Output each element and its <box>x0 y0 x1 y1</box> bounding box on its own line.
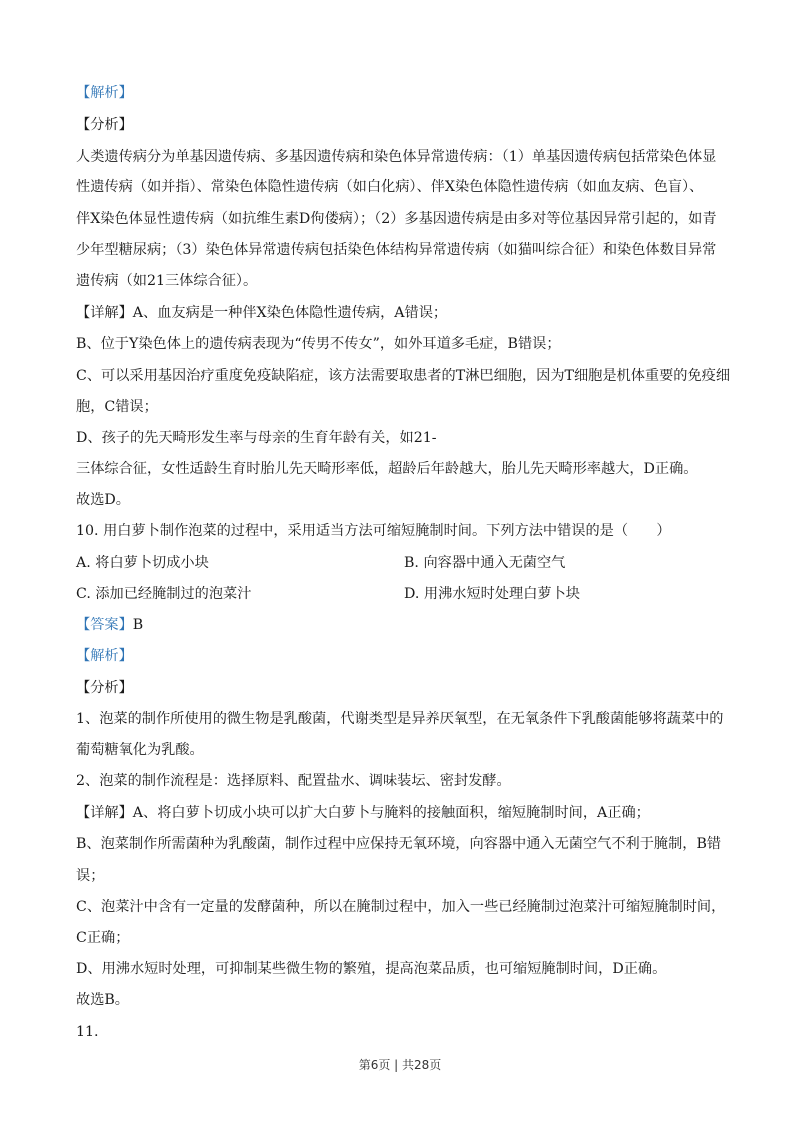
detail-line: D、孩子的先天畸形发生率与母亲的生育年龄有关，如21- <box>76 430 437 446</box>
analysis-line: 1、泡菜的制作所使用的微生物是乳酸菌，代谢类型是异养厌氧型，在无氧条件下乳酸菌能够将蔬菜中的 <box>76 711 724 727</box>
detail-line: 三体综合征，女性适龄生育时胎儿先天畸形率低，超龄后年龄越大，胎儿先天畸形率越大，D正确。 <box>76 461 698 477</box>
section-label-jiexi: 【解析】 <box>76 85 133 101</box>
detail-line: B、位于Y染色体上的遗传病表现为“传男不传女”，如外耳道多毛症，B错误； <box>76 336 561 352</box>
detail-line: B、泡菜制作所需菌种为乳酸菌，制作过程中应保持无氧环境，向容器中通入无菌空气不利于腌制，B错 <box>76 836 722 852</box>
next-question-number: 11. <box>76 1024 99 1040</box>
section-label-daan: 【答案】 <box>76 617 133 633</box>
analysis-line: 葡萄糖氧化为乳酸。 <box>76 742 204 758</box>
answer-line <box>76 615 143 635</box>
section-label-jiexi: 【解析】 <box>76 648 133 664</box>
analysis-line: 人类遗传病分为单基因遗传病、多基因遗传病和染色体异常遗传病：（1）单基因遗传病包括常染色体显 <box>76 149 717 165</box>
section-label-xiangjie: 【详解】 <box>76 805 133 821</box>
detail-line: D、用沸水短时处理，可抑制某些微生物的繁殖，提高泡菜品质，也可缩短腌制时间，D正确。 <box>76 961 667 977</box>
conclusion-line: 故选D。 <box>76 492 130 508</box>
detail-line: 胞，C错误； <box>76 399 158 415</box>
analysis-line: 伴X染色体显性遗传病（如抗维生素D佝偻病）；（2）多基因遗传病是由多对等位基因异常引起的，如青 <box>76 211 717 227</box>
analysis-line: 遗传病（如21三体综合征）。 <box>76 273 258 289</box>
option-b: B. 向容器中通入无菌空气 <box>404 555 566 571</box>
section-label-fenxi: 【分析】 <box>76 680 133 696</box>
detail-line <box>76 303 447 323</box>
detail-line: C、可以采用基因治疗重度免疫缺陷症，该方法需要取患者的T淋巴细胞，因为T细胞是机体重要的免疫细 <box>76 368 731 384</box>
detail-line: C、泡菜汁中含有一定量的发酵菌种，所以在腌制过程中，加入一些已经腌制过泡菜汁可缩短腌制时间， <box>76 899 726 915</box>
detail-line <box>76 803 650 823</box>
section-label-xiangjie: 【详解】 <box>76 305 133 321</box>
detail-text: A、血友病是一种伴X染色体隐性遗传病，A错误； <box>132 305 448 321</box>
detail-line: C正确； <box>76 930 130 946</box>
detail-text: A、将白萝卜切成小块可以扩大白萝卜与腌料的接触面积，缩短腌制时间，A正确； <box>132 805 650 821</box>
conclusion-line: 故选B。 <box>76 992 129 1008</box>
question-stem: 10. 用白萝卜制作泡菜的过程中，采用适当方法可缩短腌制时间。下列方法中错误的是（ ） <box>76 523 671 539</box>
detail-line: 误； <box>76 868 105 884</box>
section-label-fenxi: 【分析】 <box>76 117 133 133</box>
analysis-line: 性遗传病（如并指）、常染色体隐性遗传病（如白化病）、伴X染色体隐性遗传病（如血友病、色盲）、 <box>76 179 704 195</box>
answer-value: B <box>132 617 144 633</box>
option-a: A. 将白萝卜切成小块 <box>76 555 209 571</box>
analysis-line: 2、泡菜的制作流程是：选择原料、配置盐水、调味装坛、密封发酵。 <box>76 773 511 789</box>
option-c: C. 添加已经腌制过的泡菜汁 <box>76 586 252 602</box>
analysis-line: 少年型糖尿病；（3）染色体异常遗传病包括染色体结构异常遗传病（如猫叫综合征）和染色体数目异常 <box>76 242 717 258</box>
option-d: D. 用沸水短时处理白萝卜块 <box>404 586 580 602</box>
page-footer: 第6页 | 共28页 <box>358 1058 442 1072</box>
